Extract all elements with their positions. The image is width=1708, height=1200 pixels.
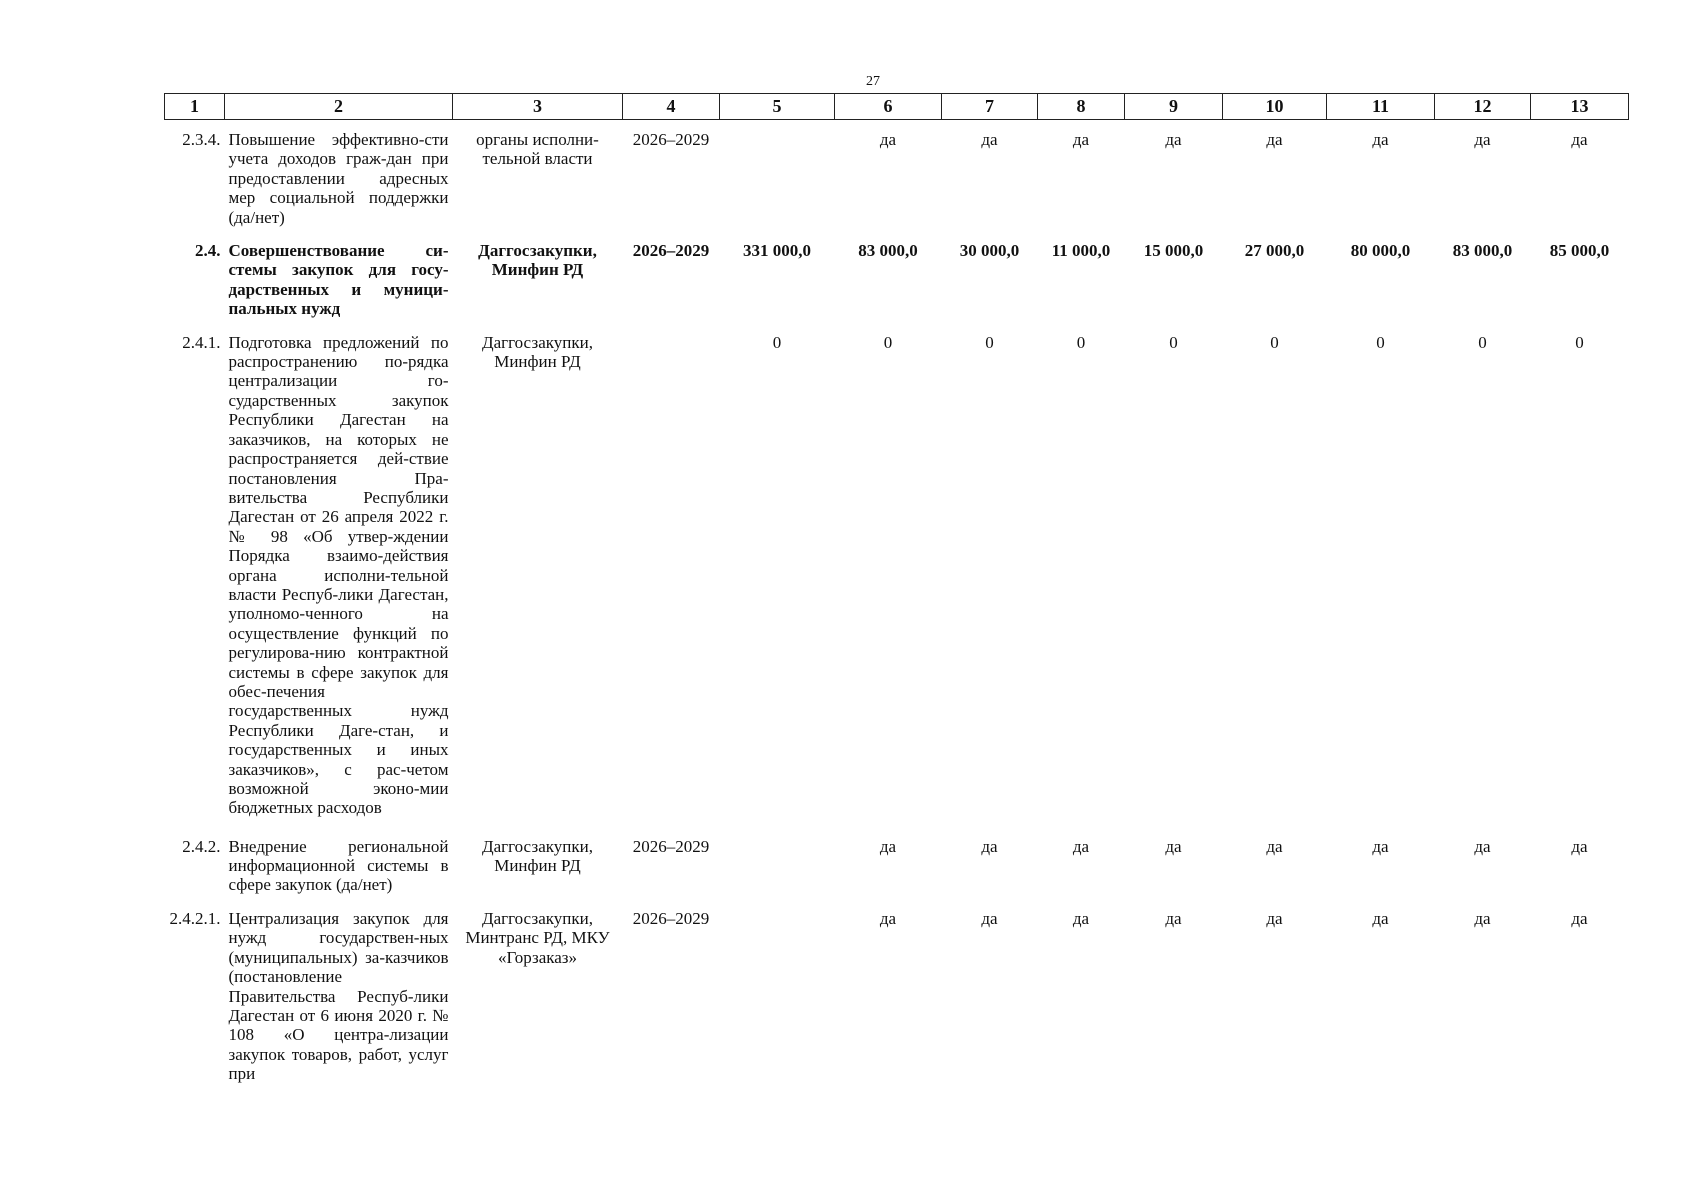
- value-cell: да: [1165, 130, 1182, 149]
- value-cell: да: [1474, 908, 1491, 928]
- value-cell: да: [879, 836, 897, 856]
- value-cell: да: [1165, 908, 1182, 928]
- column-header: 3: [453, 94, 623, 120]
- value-cell: 0: [772, 332, 782, 352]
- column-header: 12: [1435, 94, 1531, 120]
- value-cell: да: [879, 908, 897, 928]
- column-header: 5: [720, 94, 835, 120]
- value-cell: 0: [1376, 332, 1385, 352]
- measure-name: Внедрение региональной информационной системы в сфере закупок (да/нет): [228, 836, 449, 895]
- value-cell: да: [981, 908, 998, 928]
- value-cell: да: [1474, 130, 1491, 149]
- column-header: 10: [1223, 94, 1327, 120]
- value-cell: да: [1372, 130, 1389, 149]
- row-number: 2.4.2.: [182, 836, 221, 856]
- term: 2026–2029: [632, 908, 710, 928]
- value-cell: [720, 120, 835, 236]
- value-cell: да: [1571, 836, 1588, 856]
- value-cell: да: [879, 130, 897, 149]
- column-number-header-row: [165, 94, 1629, 120]
- value-cell: [720, 831, 835, 903]
- value-cell: да: [1571, 908, 1588, 928]
- value-cell: да: [1372, 836, 1389, 856]
- column-header: 1: [165, 94, 225, 120]
- column-header: 7: [942, 94, 1038, 120]
- value-cell: да: [1266, 908, 1283, 928]
- value-cell: 0: [985, 332, 994, 352]
- value-cell: [720, 903, 835, 1092]
- row-number: 2.4.2.1.: [169, 908, 221, 928]
- value-cell: 11 000,0: [1051, 241, 1111, 261]
- table-row: [165, 120, 1629, 236]
- value-cell: 83 000,0: [1452, 241, 1513, 261]
- column-header: 8: [1038, 94, 1125, 120]
- value-cell: да: [1266, 130, 1283, 149]
- value-cell: 331 000,0: [743, 241, 811, 261]
- table-row: [165, 235, 1629, 327]
- measure-name: Подготовка предложений по распространению по-рядка централизации го-сударственных закупок Республики Дагестан на заказчиков, на которых не распространяется дей-ствие постановления Пра-вительства Республики Дагестан от 26 апреля 2022 г. № 98 «Об утвер-ждении Порядка взаимо-действия органа исполни-тельной власти Респуб-лики Дагестан, уполномо-ченного на осуществление функций по регулирова-нию контрактной системы в сфере закупок для обес-печения государственных нужд Республики Даге-стан, и государственных и иных заказчиков», с рас-четом возможной эконо-мии бюджетных расходов: [228, 332, 449, 818]
- value-cell: 27 000,0: [1244, 241, 1305, 261]
- row-number: 2.4.1.: [182, 332, 221, 352]
- value-cell: 85 000,0: [1549, 241, 1610, 261]
- column-header: 11: [1327, 94, 1435, 120]
- column-header: 9: [1125, 94, 1223, 120]
- value-cell: да: [1372, 908, 1389, 928]
- value-cell: 0: [1169, 332, 1178, 352]
- value-cell: да: [1165, 836, 1182, 856]
- column-header: 6: [835, 94, 942, 120]
- value-cell: да: [981, 836, 998, 856]
- value-cell: да: [1571, 130, 1588, 149]
- value-cell: 30 000,0: [959, 241, 1020, 261]
- executor: Даггосзакупки, Минфин РД: [478, 241, 597, 280]
- value-cell: 0: [1575, 332, 1584, 352]
- measure-name: Повышение эффективно-сти учета доходов граж-дан при предоставлении адресных мер социальной поддержки (да/нет): [228, 130, 449, 227]
- value-cell: да: [1474, 836, 1491, 856]
- row-number: 2.4.: [195, 241, 221, 261]
- value-cell: 83 000,0: [858, 241, 918, 261]
- executor: Даггосзакупки, Минфин РД: [481, 836, 594, 876]
- program-measures-table: [164, 93, 1629, 1092]
- measure-name: Централизация закупок для нужд государствен-ных (муниципальных) за-казчиков (постановление Правительства Респуб-лики Дагестан от 6 июня 2020 г. № 108 «О центра-лизации закупок товаров, работ, услуг при: [228, 908, 449, 1084]
- term: [623, 327, 720, 831]
- value-cell: да: [1072, 908, 1090, 928]
- table-row: [165, 327, 1629, 831]
- page-number: 27: [866, 74, 880, 89]
- executor: Даггосзакупки, Минтранс РД, МКУ «Горзаказ»: [465, 908, 610, 967]
- value-cell: да: [1072, 836, 1090, 856]
- term: 2026–2029: [632, 130, 710, 149]
- measure-name: Совершенствование си-стемы закупок для госу-дарственных и муници-пальных нужд: [228, 241, 449, 319]
- value-cell: 0: [1076, 332, 1086, 352]
- value-cell: 80 000,0: [1350, 241, 1411, 261]
- column-header: 2: [225, 94, 453, 120]
- term: 2026–2029: [632, 241, 710, 261]
- executor: Даггосзакупки, Минфин РД: [481, 332, 594, 372]
- value-cell: да: [1072, 130, 1090, 149]
- value-cell: 0: [883, 332, 893, 352]
- value-cell: да: [981, 130, 998, 149]
- value-cell: да: [1266, 836, 1283, 856]
- row-number: 2.3.4.: [182, 130, 221, 149]
- term: 2026–2029: [632, 836, 710, 856]
- value-cell: 15 000,0: [1143, 241, 1204, 261]
- column-header: 4: [623, 94, 720, 120]
- value-cell: 0: [1270, 332, 1279, 352]
- table-row: [165, 903, 1629, 1092]
- executor: органы исполни-тельной власти: [476, 130, 599, 169]
- value-cell: 0: [1478, 332, 1487, 352]
- column-header: 13: [1531, 94, 1629, 120]
- table-row: [165, 831, 1629, 903]
